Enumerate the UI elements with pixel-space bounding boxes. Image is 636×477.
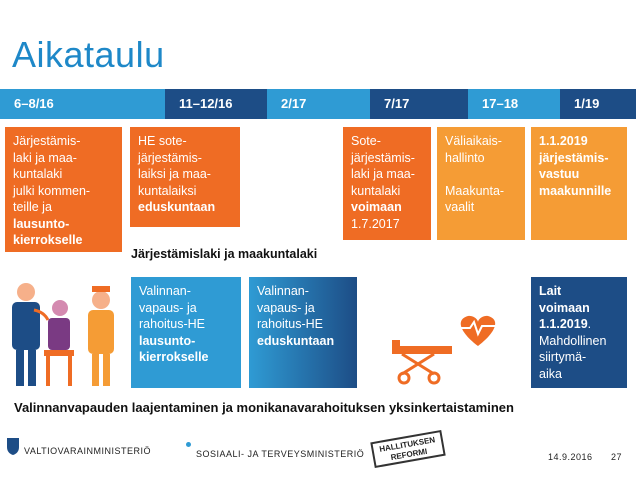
box-bold: Lait voimaan 1.1.2019 [539, 284, 590, 331]
box-text: Järjestämis- laki ja maa- kuntalaki julki kommen- teille ja [13, 134, 91, 214]
timeline-11-12-16: 11–12/16 [165, 89, 267, 119]
footer-vm: VALTIOVARAINMINISTERIÖ [24, 446, 152, 456]
box-bold: lausunto- kierrokselle [139, 333, 209, 364]
box-after: . Mahdollinen siirtymä- aika [539, 317, 607, 381]
stm-logo-icon [186, 442, 191, 447]
timeline-7-17: 7/17 [370, 89, 468, 119]
box-text: HE sote- järjestämis- laiksi ja maa- kuntalaiksi [138, 134, 211, 198]
box-voimaan [343, 127, 431, 240]
box-lausunto-2 [131, 277, 241, 388]
timeline-6-8-16: 6–8/16 [0, 89, 165, 119]
box-bold: eduskuntaan [257, 333, 335, 348]
box-bold: voimaan [351, 200, 402, 214]
timeline-1-19: 1/19 [560, 89, 636, 119]
box-jarjestamisvastuu [531, 127, 627, 240]
stamp-hallituksen-reformi: HALLITUKSEN REFORMI [370, 430, 445, 468]
timeline-2-17: 2/17 [267, 89, 370, 119]
footer-page-number: 27 [611, 452, 623, 462]
box-eduskuntaan-2 [249, 277, 357, 388]
timeline-17-18: 17–18 [468, 89, 560, 119]
page-title: Aikataulu [12, 34, 165, 75]
healthcare-people-illustration [4, 280, 128, 390]
box-lait-voimaan [531, 277, 627, 388]
box-text: Väliaikais- hallinto Maakunta- vaalit [445, 134, 505, 214]
lion-crest-icon [6, 436, 20, 456]
box-bold: lausunto- kierrokselle [13, 216, 83, 247]
section-heading-2: Valinnanvapauden laajentaminen ja monikanavarahoituksen yksinkertaistaminen [14, 400, 514, 415]
box-lausunto-1 [5, 127, 122, 252]
stretcher-heart-illustration [392, 310, 502, 390]
section-heading-1: Järjestämislaki ja maakuntalaki [131, 247, 318, 261]
box-bold: eduskuntaan [138, 200, 216, 214]
box-bold: 1.1.2019 järjestämis- vastuu maakunnille [539, 134, 612, 198]
footer-date: 14.9.2016 [548, 452, 593, 462]
footer-stm: SOSIAALI- JA TERVEYSMINISTERIÖ [196, 449, 365, 459]
box-valiaikaishallinto [437, 127, 525, 240]
box-text: Sote- järjestämis- laki ja maa- kuntalaki [351, 134, 415, 198]
box-eduskuntaan-1 [130, 127, 240, 227]
box-text: Valinnan- vapaus- ja rahoitus-HE [139, 284, 205, 331]
box-after: 1.7.2017 [351, 216, 400, 231]
box-text: Valinnan- vapaus- ja rahoitus-HE [257, 284, 323, 331]
